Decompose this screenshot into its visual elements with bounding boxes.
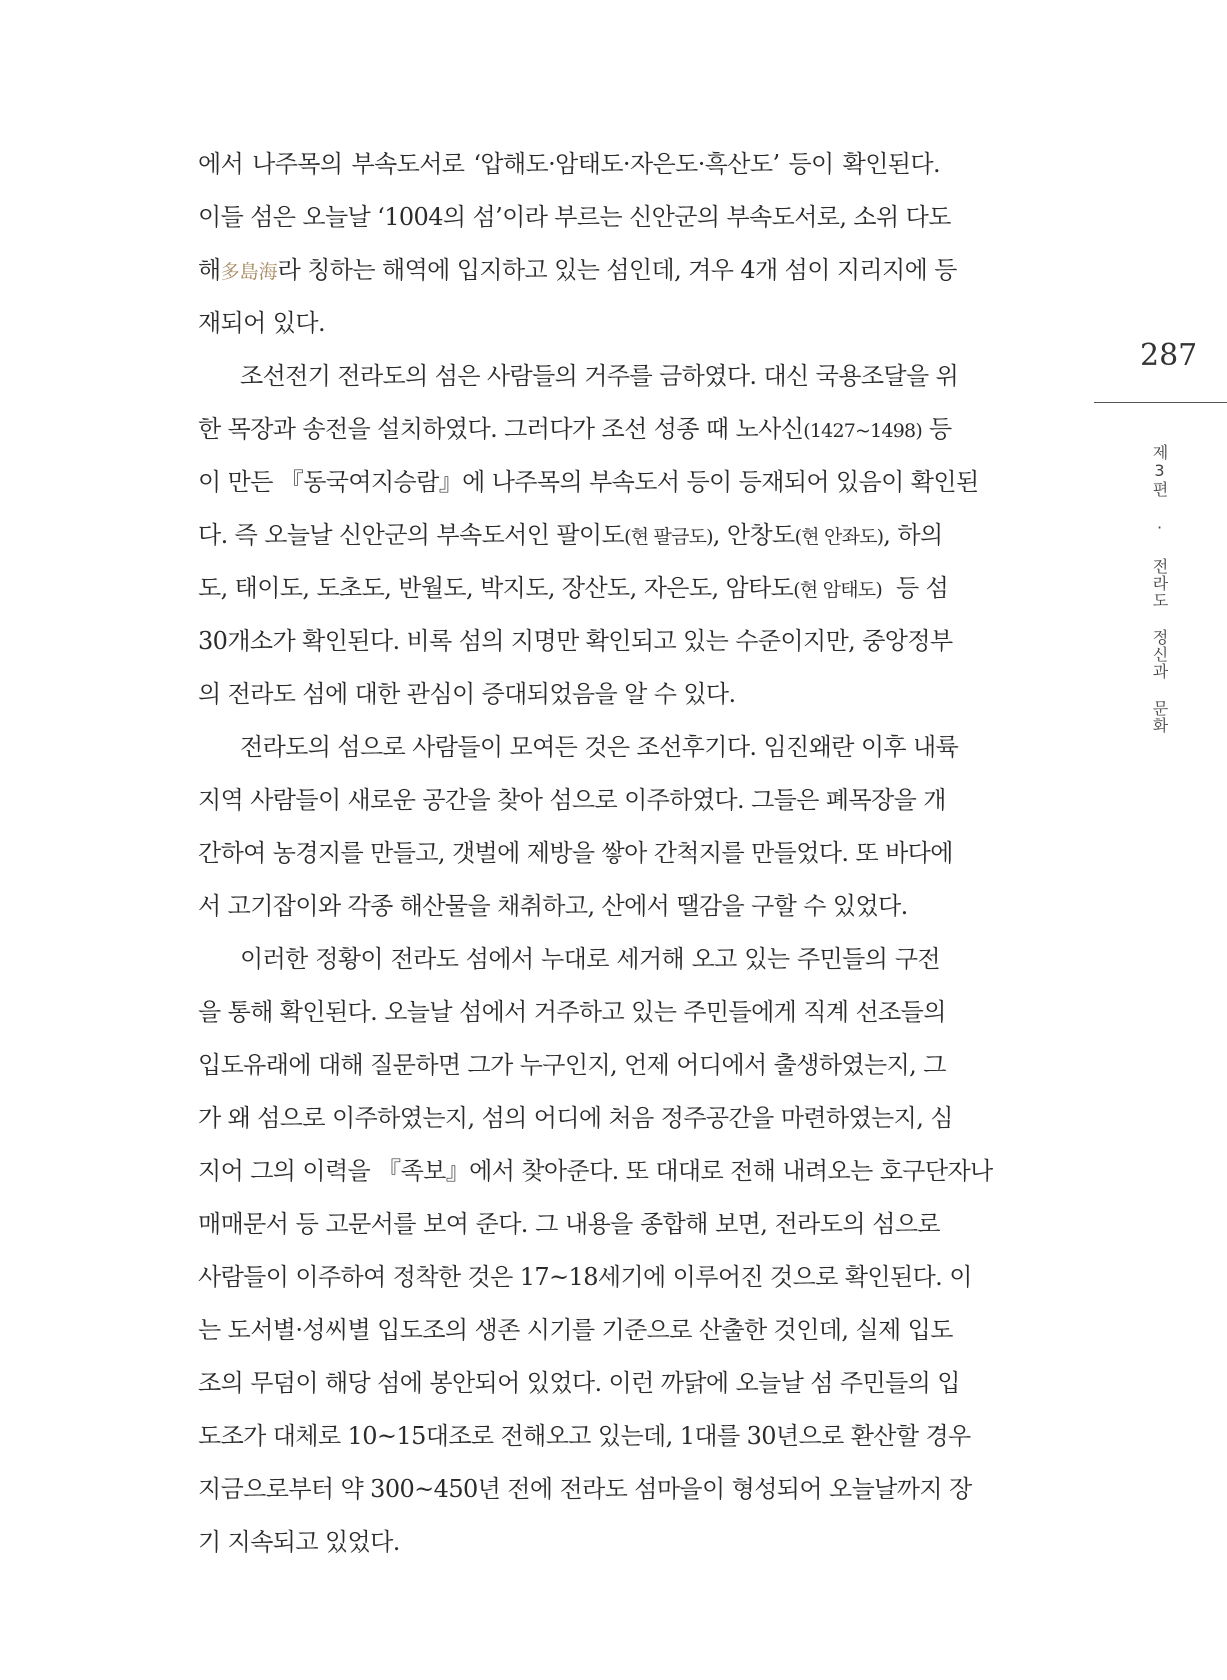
text-span: 등 (921, 415, 952, 443)
text-line (198, 509, 943, 562)
page-number: 287 (1140, 338, 1198, 373)
date-note: (1427~1498) (803, 420, 922, 442)
text-line: 기 지속되고 있었다. (198, 1528, 400, 1556)
text-line (198, 244, 957, 297)
text-span: 라 칭하는 해역에 입지하고 있는 섬인데, 겨우 4개 섬이 지리지에 등 (277, 256, 957, 284)
place-note: (현 팔금도) (624, 526, 713, 548)
text-line: 재되어 있다. (198, 309, 325, 337)
text-line: 이러한 정황이 전라도 섬에서 누대로 세거해 오고 있는 주민들의 구전 (240, 945, 940, 973)
text-span: 해 (198, 256, 221, 284)
text-line: 30개소가 확인된다. 비록 섬의 지명만 확인되고 있는 수준이지만, 중앙정부 (198, 627, 953, 655)
text-line: 매매문서 등 고문서를 보여 준다. 그 내용을 종합해 보면, 전라도의 섬으로 (198, 1210, 940, 1238)
text-line: 간하여 농경지를 만들고, 갯벌에 제방을 쌓아 간척지를 만들었다. 또 바다에 (198, 839, 953, 867)
text-line: 에서 나주목의 부속도서로 ‘압해도·암태도·자은도·흑산도’ 등이 확인된다. (198, 150, 940, 178)
text-line: 사람들이 이주하여 정착한 것은 17~18세기에 이루어진 것으로 확인된다. 이 (198, 1263, 972, 1291)
text-span: 등 섬 (881, 574, 949, 602)
running-head: 제3편 · 전라도 정신과 문화 (1150, 444, 1169, 734)
text-line: 지금으로부터 약 300~450년 전에 전라도 섬마을이 형성되어 오늘날까지 장 (198, 1475, 972, 1503)
text-span: 다. 즉 오늘날 신안군의 부속도서인 팔이도 (198, 521, 625, 549)
text-line: 이들 섬은 오늘날 ‘1004의 섬’이라 부르는 신안군의 부속도서로, 소위 다도 (198, 203, 951, 231)
text-line: 서 고기잡이와 각종 해산물을 채취하고, 산에서 땔감을 구할 수 있었다. (198, 892, 908, 920)
text-line: 는 도서별·성씨별 입도조의 생존 시기를 기준으로 산출한 것인데, 실제 입도 (198, 1316, 953, 1344)
text-line: 이 만든 『동국여지승람』에 나주목의 부속도서 등이 등재되어 있음이 확인된 (198, 468, 979, 496)
text-line: 입도유래에 대해 질문하면 그가 누구인지, 언제 어디에서 출생하였는지, 그 (198, 1051, 946, 1079)
place-note: (현 암태도) (793, 579, 882, 601)
text-line: 도조가 대체로 10~15대조로 전해오고 있는데, 1대를 30년으로 환산할 경우 (198, 1422, 971, 1450)
text-span: , 안창도 (712, 521, 795, 549)
text-line: 조선전기 전라도의 섬은 사람들의 거주를 금하였다. 대신 국용조달을 위 (240, 362, 959, 390)
text-line: 을 통해 확인된다. 오늘날 섬에서 거주하고 있는 주민들에게 직계 선조들의 (198, 998, 946, 1026)
text-line: 의 전라도 섬에 대한 관심이 증대되었음을 알 수 있다. (198, 680, 736, 708)
hanja-gloss: 多島海 (220, 261, 278, 283)
text-line: 전라도의 섬으로 사람들이 모여든 것은 조선후기다. 임진왜란 이후 내륙 (240, 733, 959, 761)
text-line: 지역 사람들이 새로운 공간을 찾아 섬으로 이주하였다. 그들은 폐목장을 개 (198, 786, 946, 814)
text-line: 지어 그의 이력을 『족보』에서 찾아준다. 또 대대로 전해 내려오는 호구단자나 (198, 1157, 993, 1185)
place-note: (현 안좌도) (794, 526, 884, 548)
body-text (198, 138, 993, 1569)
text-line (198, 403, 952, 456)
text-line (198, 562, 949, 615)
text-line: 가 왜 섬으로 이주하였는지, 섬의 어디에 처음 정주공간을 마련하였는지, 심 (198, 1104, 953, 1132)
text-span: 도, 태이도, 도초도, 반월도, 박지도, 장산도, 자은도, 암타도 (198, 574, 794, 602)
text-span: 한 목장과 송전을 설치하였다. 그러다가 조선 성종 때 노사신 (198, 415, 804, 443)
text-line: 조의 무덤이 해당 섬에 봉안되어 있었다. 이런 까닭에 오늘날 섬 주민들의 입 (198, 1369, 960, 1397)
text-span: , 하의 (883, 521, 943, 549)
margin-rule (1094, 402, 1227, 403)
